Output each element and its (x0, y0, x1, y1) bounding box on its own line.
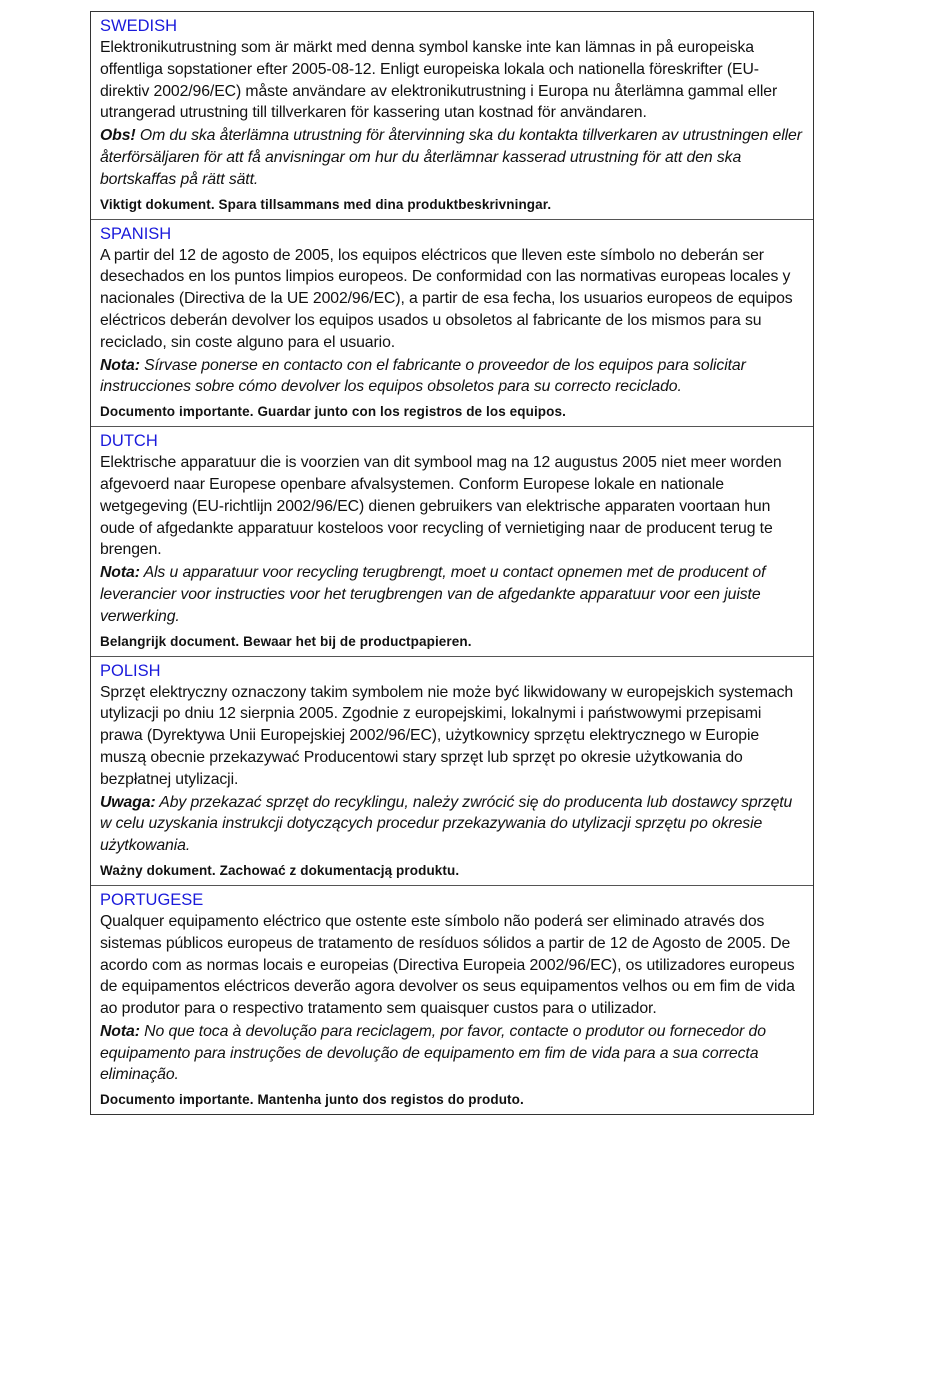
note-label: Nota: (100, 356, 140, 374)
important-document-line: Documento importante. Mantenha junto dos registos do produto. (100, 1092, 524, 1108)
notice-body: Sprzęt elektryczny oznaczony takim symbolem nie może być likwidowany w europejskich systemach utylizacji po dniu 12 sierpnia 2005. Zgodnie z europejskimi, lokalnymi i państwowymi przepisami prawa (Dyrektywa Unii Europejskiej 2002/96/EC), użytkownicy sprzętu elektrycznego w Europie muszą obecnie przekazywać Producentowi stary sprzęt lub sprzęt po okresie użytkowania do bezpłatnej utylizacji. (100, 683, 794, 788)
notice-body: Elektrische apparatuur die is voorzien van dit symbool mag na 12 augustus 2005 niet meer worden afgevoerd naar Europese openbare afvalsystemen. Conform Europese lokale en nationale wetgegeving (EU-richtlijn 2002/96/EC) dienen gebruikers van elektrische apparaten voortaan hun oude of afgedankte apparatuur kosteloos voor recycling of vernietiging naar de producent terug te brengen. (100, 454, 782, 559)
notice-body: A partir del 12 de agosto de 2005, los equipos eléctricos que lleven este símbolo no deberán ser desechados en los puntos limpios europeos. De conformidad con las normativas europeas locales y nacionales (Directiva de la UE 2002/96/EC), a partir de esa fecha, los usuarios europeos de equipos eléctricos deberán devolver los equipos usados u obsoletos al fabricante de los mismos para su reciclado, sin coste alguno para el usuario. (100, 246, 793, 351)
important-document-line: Documento importante. Guardar junto con los registros de los equipos. (100, 404, 566, 420)
language-heading: SPANISH (100, 224, 172, 243)
section-spanish (91, 220, 813, 428)
note-text: Als u apparatuur voor recycling terugbrengt, moet u contact opnemen met de producent of leverancier voor instructies voor het terugbrengen van de afgedankte apparatuur voor een juiste verwerking. (100, 564, 766, 625)
note-label: Obs! (100, 127, 136, 145)
important-document-line: Viktigt dokument. Spara tillsammans med dina produktbeskrivningar. (100, 196, 552, 212)
important-document-line: Belangrijk document. Bewaar het bij de productpapieren. (100, 633, 472, 649)
notice-note (100, 1021, 804, 1086)
notice-body: Qualquer equipamento eléctrico que ostente este símbolo não poderá ser eliminado através dos sistemas públicos europeus de tratamento de resíduos sólidos a partir de 12 de Agosto de 2005. De acordo com as normas locais e europeias (Directiva Europeia 2002/96/EC), os utilizadores europeus de equipamentos eléctricos deverão agora devolver os seus equipamentos velhos ou em fim de vida ao produtor para o respectivo tratamento sem quaisquer custos para o utilizador. (100, 912, 795, 1018)
section-swedish (91, 12, 813, 220)
language-heading: DUTCH (100, 432, 158, 451)
section-polish (91, 657, 813, 886)
section-dutch (91, 427, 813, 656)
notice-note (100, 562, 804, 627)
note-label: Nota: (100, 564, 140, 582)
note-label: Nota: (100, 1022, 140, 1040)
important-document-line: Ważny dokument. Zachować z dokumentacją produktu. (100, 862, 460, 878)
note-text: Aby przekazać sprzęt do recyklingu, należy zwrócić się do producenta lub dostawcy sprzętu w celu uzyskania instrukcji dotyczących procedur przekazywania do utylizacji sprzętu po okresie użytkowania. (100, 793, 793, 855)
language-heading: POLISH (100, 661, 161, 680)
language-heading: PORTUGESE (100, 890, 204, 909)
notice-body: Elektronikutrustning som är märkt med denna symbol kanske inte kan lämnas in på europeiska offentliga sopstationer efter 2005-08-12. Enligt europeiska lokala och nationella föreskrifter (EU-direktiv 2002/96/EC) måste användare av elektronikutrustning i Europa nu återlämna gammal eller utrangerad utrustning till tillverkaren för kassering utan kostnad för användaren. (100, 39, 778, 122)
notice-note (100, 792, 804, 857)
note-text: No que toca à devolução para reciclagem, por favor, contacte o produtor ou fornecedor do equipamento para instruções de devolução de equipamento em fim de vida para a sua correcta eliminação. (100, 1022, 766, 1084)
section-portugese (91, 886, 813, 1114)
notice-note (100, 125, 804, 190)
weee-notice-table (90, 11, 814, 1115)
notice-note (100, 355, 804, 399)
note-text: Om du ska återlämna utrustning för återvinning ska du kontakta tillverkaren av utrustningen eller återförsäljaren för att få anvisningar om hur du återlämnar kasserad utrustning för att den ska bortskaffas på rätt sätt. (100, 127, 802, 188)
note-text: Sírvase ponerse en contacto con el fabricante o proveedor de los equipos para solicitar instrucciones sobre cómo devolver los equipos obsoletos para su correcto reciclado. (100, 356, 746, 396)
language-heading: SWEDISH (100, 17, 178, 35)
note-label: Uwaga: (100, 793, 156, 811)
